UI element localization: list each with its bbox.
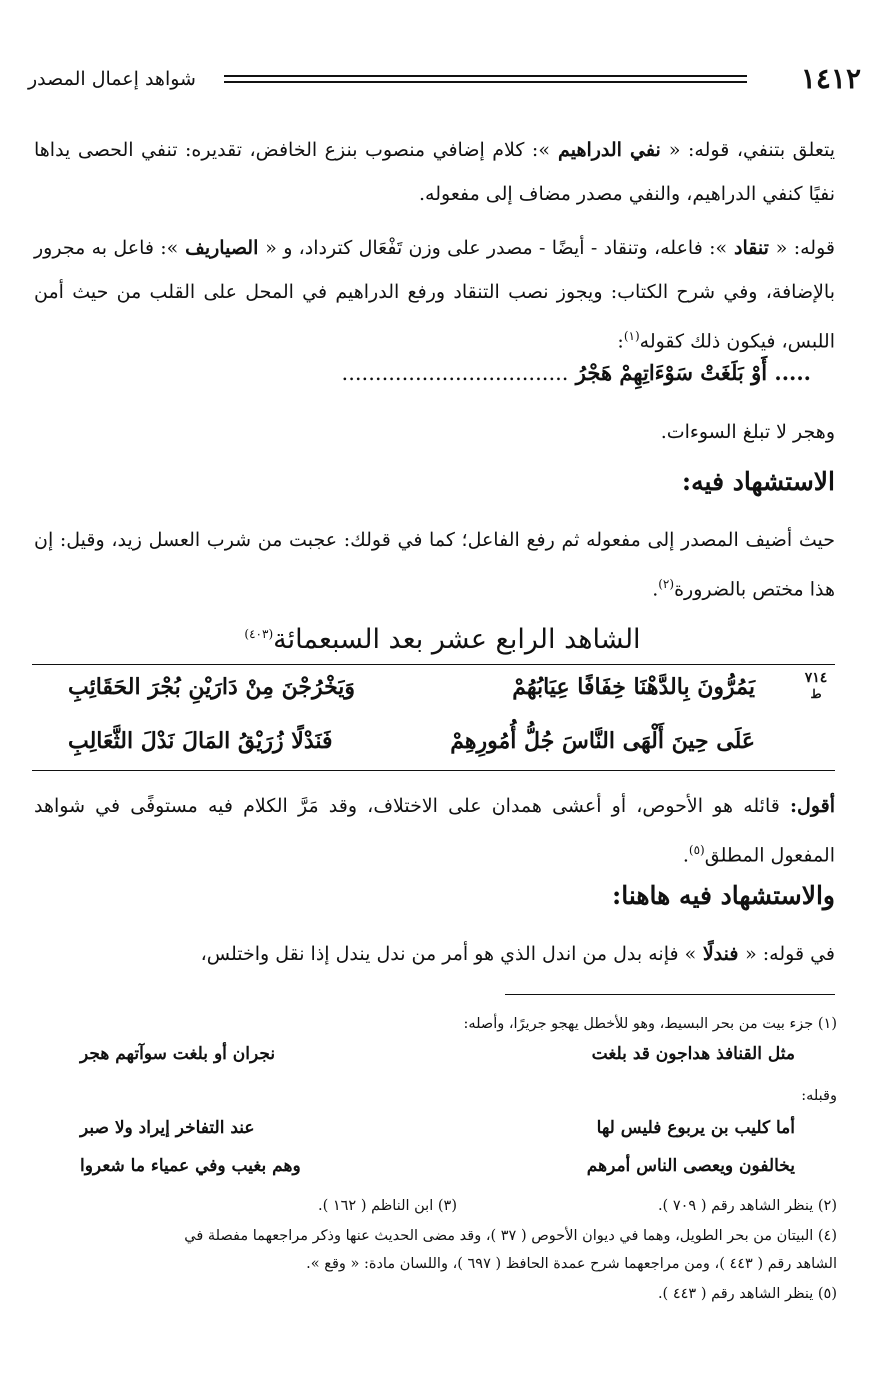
text: حيث أضيف المصدر إلى مفعوله ثم رفع الفاعل؛ كما في قولك: عجبت من شرب العسل زيد، وقيل: إن هذا مختص بالضرورة bbox=[34, 529, 835, 601]
divider bbox=[32, 770, 835, 771]
footnote-verse bbox=[80, 1044, 795, 1074]
footnote-5: (٥) ينظر الشاهد رقم ( ٤٤٣ ). bbox=[657, 1286, 837, 1302]
verse-dots: .................................. bbox=[341, 361, 569, 385]
poem-line bbox=[68, 668, 830, 722]
first-hemistich: مثل القنافذ هداجون قد بلغت bbox=[591, 1044, 795, 1064]
divider bbox=[32, 664, 835, 665]
shahid-title-text: الشاهد الرابع عشر بعد السبعمائة bbox=[273, 624, 641, 655]
paragraph-6 bbox=[34, 932, 835, 976]
footnote-2: (٢) ينظر الشاهد رقم ( ٧٠٩ ). bbox=[657, 1198, 837, 1214]
bold-term: تنقاد bbox=[727, 237, 776, 259]
poem-block bbox=[68, 668, 830, 780]
text: يتعلق بتنفي، قوله: « bbox=[668, 139, 836, 161]
bold-term: فندلًا bbox=[696, 943, 746, 965]
paragraph-4 bbox=[34, 518, 835, 611]
page-header bbox=[24, 62, 863, 96]
bold-term: أقول: bbox=[790, 795, 835, 817]
text: قوله: « bbox=[775, 237, 835, 259]
footnote-ref: (٥) bbox=[688, 843, 705, 857]
text: »: كلام إضافي منصوب بنزع الخافض، تقديره: تنفي الحصى يداها نفيًا كنفي الدراهيم، والنفي مصدر مضاف إلى مفعوله. bbox=[34, 139, 835, 205]
verse-number-text: ٧١٤ bbox=[804, 670, 828, 686]
first-hemistich: يَمُرُّونَ بِالدَّهْنَا خِفَافًا عِيَابُهُمْ bbox=[512, 674, 755, 700]
text: وهجر لا تبلغ السوءات. bbox=[660, 421, 835, 443]
second-hemistich: فَنَدْلًا زُرَيْقُ المَالَ نَدْلَ الثَّعَالِبِ bbox=[68, 728, 333, 754]
text: »: فاعله، وتنقاد - أيضًا - مصدر على وزن تَفْعَال كترداد، و « bbox=[265, 237, 728, 259]
footnote-ref: (٤٠٣) bbox=[244, 627, 274, 641]
verse-text: ..... أَوْ بَلَغَتْ سَوْءَاتِهِمْ هَجْرُ bbox=[575, 360, 811, 385]
footnote-4-line-2: الشاهد رقم ( ٤٤٣ )، ومن مراجعهما شرح عمدة الحافظ ( ٦٩٧ )، واللسان مادة: « وقع ». bbox=[306, 1256, 837, 1272]
bold-term: نفي الدراهيم bbox=[549, 139, 669, 161]
second-hemistich: وَيَخْرُجْنَ مِنْ دَارَيْنِ بُجْرَ الحَقَائِبِ bbox=[68, 674, 356, 700]
footnote-ref: (٢) bbox=[658, 577, 675, 591]
footnote-separator bbox=[505, 994, 835, 995]
text: قائله هو الأحوص، أو أعشى همدان على الاختلاف، وقد مَرَّ الكلام فيه مستوفًى في شواهد المفعول المطلق bbox=[34, 795, 835, 867]
footnote-ref: (١) bbox=[623, 329, 640, 343]
section-heading-1: الاستشهاد فيه: bbox=[681, 467, 835, 496]
quoted-verse bbox=[342, 360, 811, 385]
first-hemistich: يخالفون ويعصى الناس أمرهم bbox=[586, 1156, 795, 1176]
first-hemistich: عَلَى حِينَ أَلْهَى النَّاسَ جُلُّ أُمُورِهِمْ bbox=[450, 728, 755, 754]
shahid-title bbox=[0, 612, 885, 662]
footnote-4-line-1: (٤) البيتان من بحر الطويل، وهما في ديوان الأحوص ( ٣٧ )، وقد مضى الحديث عنها وذكر مراجعهما مفصلة في bbox=[184, 1228, 837, 1244]
paragraph-5 bbox=[34, 784, 835, 877]
text: »: فاعل به مجرور بالإضافة، وفي شرح الكتاب: ويجوز نصب التنقاد ورفع الدراهيم في المحل على القلب من حيث أمن اللبس، فيكون ذلك كقوله bbox=[34, 237, 835, 353]
poem-line bbox=[68, 722, 830, 776]
header-rule bbox=[224, 75, 747, 83]
footnote-1-before: وقبله: bbox=[801, 1088, 837, 1104]
first-hemistich: أما كليب بن يربوع فليس لها bbox=[596, 1118, 795, 1138]
paragraph-2 bbox=[34, 226, 835, 363]
text: في قوله: « bbox=[745, 943, 835, 965]
section-heading-2: والاستشهاد فيه هاهنا: bbox=[611, 881, 835, 910]
footnote-1-intro: (١) جزء بيت من بحر البسيط، وهو للأخطل يهجو جريرًا، وأصله: bbox=[463, 1016, 837, 1032]
second-hemistich: عند التفاخر إيراد ولا صبر bbox=[80, 1118, 255, 1138]
footnote-3: (٣) ابن الناظم ( ١٦٢ ). bbox=[317, 1198, 457, 1214]
footnote-verse bbox=[80, 1118, 795, 1148]
second-hemistich: نجران أو بلغت سوآتهم هجر bbox=[80, 1044, 276, 1064]
page-number: ١٤١٢ bbox=[800, 62, 861, 95]
second-hemistich: وهم بغيب وفي عمياء ما شعروا bbox=[80, 1156, 301, 1176]
running-title: شواهد إعمال المصدر bbox=[28, 68, 196, 90]
paragraph-1 bbox=[34, 128, 835, 216]
text: : bbox=[617, 330, 624, 353]
text: . bbox=[682, 844, 689, 867]
paragraph-3 bbox=[34, 410, 835, 454]
meter-sign: ط bbox=[810, 687, 822, 701]
text: » فإنه بدل من اندل الذي هو أمر من ندل يندل إذا نقل واختلس، bbox=[200, 943, 697, 965]
bold-term: الصياريف bbox=[178, 237, 266, 259]
text: . bbox=[652, 578, 659, 601]
footnote-verse bbox=[80, 1156, 795, 1186]
